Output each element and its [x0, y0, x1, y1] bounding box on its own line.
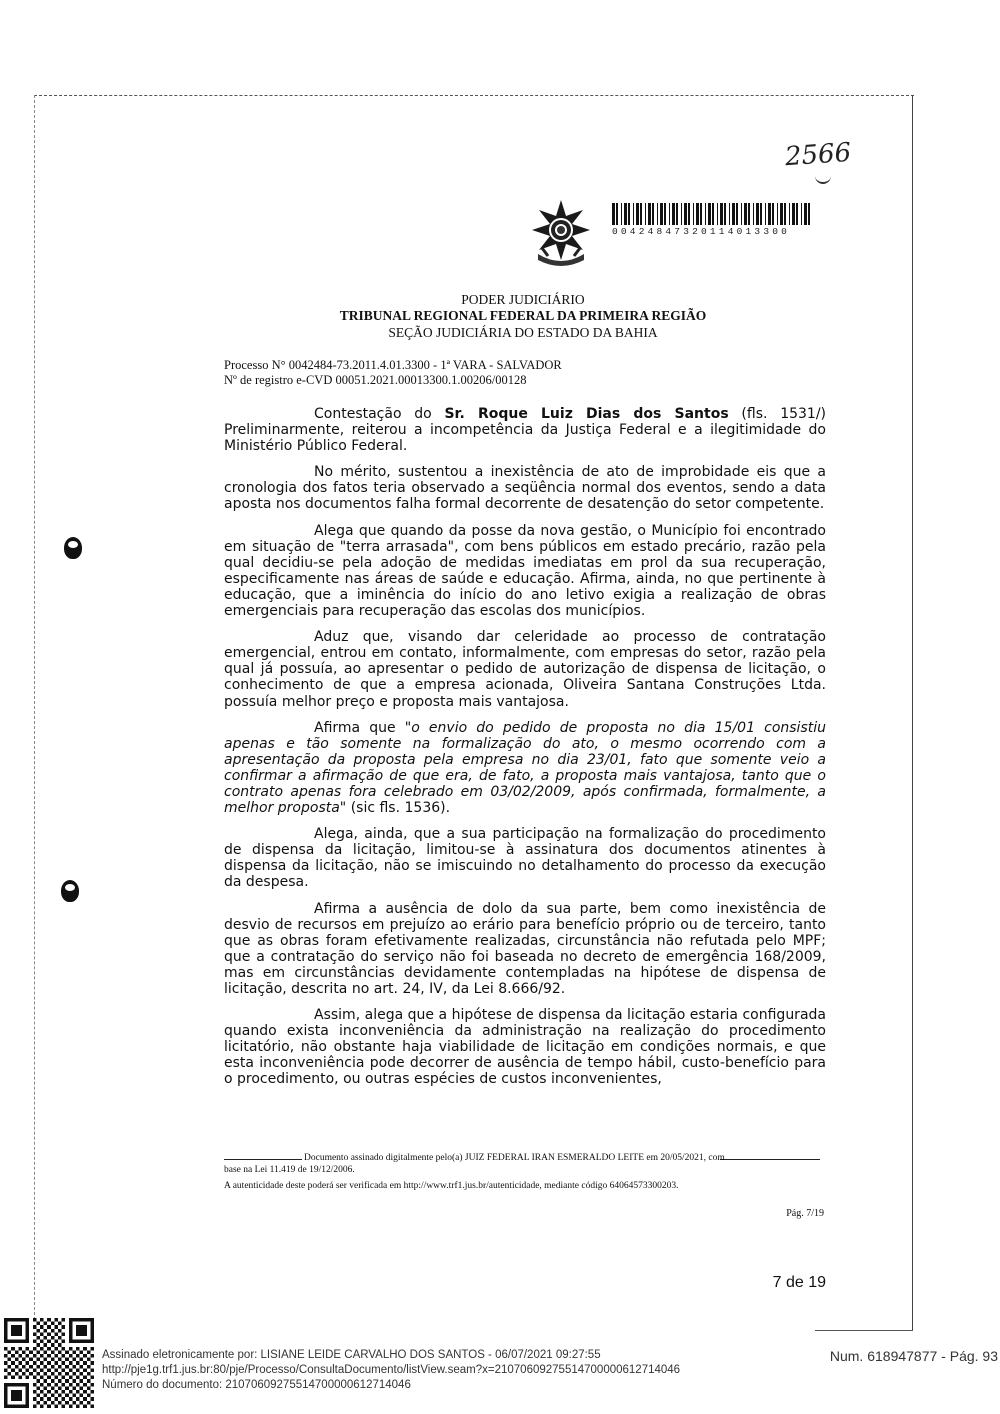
paragraph-3: Alega que quando da posse da nova gestão, o Município foi encontrado em situação de "terra arrasada", com bens públicos em estado precário, razão pela qual decidiu-se pela adoção de medidas imediatas em prol da sua recuperação, especificamente nas áreas de saúde e educação. Afirma, ainda, no que pertinente à educação, que a iminência do início do ano letivo exigia a realização de obras emergenciais para recuperação das escolas dos municípios.	[224, 522, 826, 620]
paragraph-1	[224, 406, 826, 454]
scan-border-right	[912, 95, 913, 1330]
p5-pre: Afirma que	[314, 719, 405, 736]
esignature-signer: Assinado eletronicamente por: LISIANE LEIDE CARVALHO DOS SANTOS - 06/07/2021 09:27:55	[102, 1349, 601, 1361]
esignature-doc-number: Número do documento: 21070609275514700000612714046	[102, 1379, 411, 1391]
paragraph-5	[224, 720, 826, 817]
p5-quote: "o envio do pedido de proposta no dia 15/01 consistiu apenas e tão somente na formalização do ato, o mesmo ocorrendo com a apresentação da proposta pela empresa no dia 23/01, fato que somente veio a confirmar a afirmação de que era, de fato, a proposta mais vantajosa, tanto que o contrato apenas fora celebrado em 03/02/2009, após confirmada, formalmente, a melhor proposta"	[224, 719, 826, 817]
footnote-authenticity: A autenticidade deste poderá ser verificada em http://www.trf1.jus.br/autenticidade, mediante código 64064573300203.	[224, 1181, 679, 1191]
p1-name: Sr. Roque Luiz Dias dos Santos	[444, 406, 729, 422]
paragraph-6: Alega, ainda, que a sua participação na formalização do procedimento de dispensa da licitação, limitou-se à assinatura dos documentos atinentes à dispensa da licitação, não se imiscuindo no detalhamento do processo da execução da despesa.	[224, 826, 826, 891]
handwritten-page-mark: 2566	[784, 137, 853, 173]
header-secao: SEÇÃO JUDICIÁRIA DO ESTADO DA BAHIA	[388, 325, 658, 340]
barcode-number: 00424847320114013300	[612, 226, 791, 237]
process-number: Processo N° 0042484-73.2011.4.01.3300 - 1ª VARA - SALVADOR	[224, 358, 562, 372]
document-body	[224, 406, 826, 1098]
footnote-law: base na Lei 11.419 de 19/12/2006.	[224, 1165, 355, 1175]
scan-border-left	[34, 95, 35, 1335]
paragraph-2: No mérito, sustentou a inexistência de ato de improbidade eis que a cronologia dos fatos teria observado a seqüência normal dos eventos, sendo a data aposta nos documentos falha formal decorrente de desatenção do setor competente.	[224, 464, 826, 513]
paragraph-4: Aduz que, visando dar celeridade ao processo de contratação emergencial, entrou em contato, informalmente, com empresas do setor, razão pela qual já possuía, ao apresentar o pedido de autorização de dispensa de licitação, o conhecimento de que a empresa acionada, Oliveira Santana Construções Ltda. possuía melhor preço e proposta mais vantajosa.	[224, 629, 826, 710]
page-label: Pág. 7/19	[786, 1208, 824, 1219]
footnote-signature: Documento assinado digitalmente pelo(a) JUIZ FEDERAL IRAN ESMERALDO LEITE em 20/05/2021, com	[304, 1153, 725, 1163]
paragraph-7: Afirma a ausência de dolo da sua parte, bem como inexistência de desvio de recursos em prejuízo ao erário para benefício próprio ou de terceiro, tanto que as obras foram efetivamente realizadas, circunstância não refutada pelo MPF; que a contratação do serviço não foi baseada no decreto de emergência 168/2009, mas em circunstâncias devidamente contempladas na hipótese de dispensa de licitação, descrita no art. 24, IV, da Lei 8.666/92.	[224, 900, 826, 997]
p5-post: (sic fls. 1536).	[346, 800, 451, 817]
esignature-url[interactable]: http://pje1g.trf1.jus.br:80/pje/Processo/ConsultaDocumento/listView.seam?x=21070609275514700000612714046	[102, 1364, 681, 1376]
header-tribunal: TRIBUNAL REGIONAL FEDERAL DA PRIMEIRA REGIÃO	[339, 308, 707, 323]
coat-of-arms-emblem	[528, 198, 594, 270]
qr-code	[4, 1318, 94, 1408]
p1-pre: Contestação do	[314, 406, 445, 422]
binder-hole-icon	[61, 880, 79, 902]
page-count: 7 de 19	[772, 1274, 826, 1291]
handwritten-tick	[815, 174, 831, 184]
scan-border-top	[34, 95, 914, 96]
header-poder-judiciario: PODER JUDICIÁRIO	[461, 292, 585, 307]
paragraph-8: Assim, alega que a hipótese de dispensa da licitação estaria configurada quando exista inconveniência da administração na realização do procedimento licitatório, não obstante haja viabilidade de licitação em condições normais, e que esta inconveniência pode decorrer de ausência de tempo hábil, custo-benefício para o procedimento, ou outras espécies de custos inconvenientes,	[224, 1007, 826, 1088]
registry-number: Nº de registro e-CVD 00051.2021.00013300.1.00206/00128	[224, 373, 527, 387]
document-page-number: Num. 618947877 - Pág. 93	[829, 1348, 998, 1364]
scan-border-bottom	[815, 1330, 913, 1331]
binder-hole-icon	[64, 537, 82, 559]
barcode	[612, 203, 812, 225]
p1-post: (fls. 1531/) Preliminarmente, reiterou a incompetência da Justiça Federal e a ilegitimidade do Ministério Público Federal.	[224, 406, 826, 455]
